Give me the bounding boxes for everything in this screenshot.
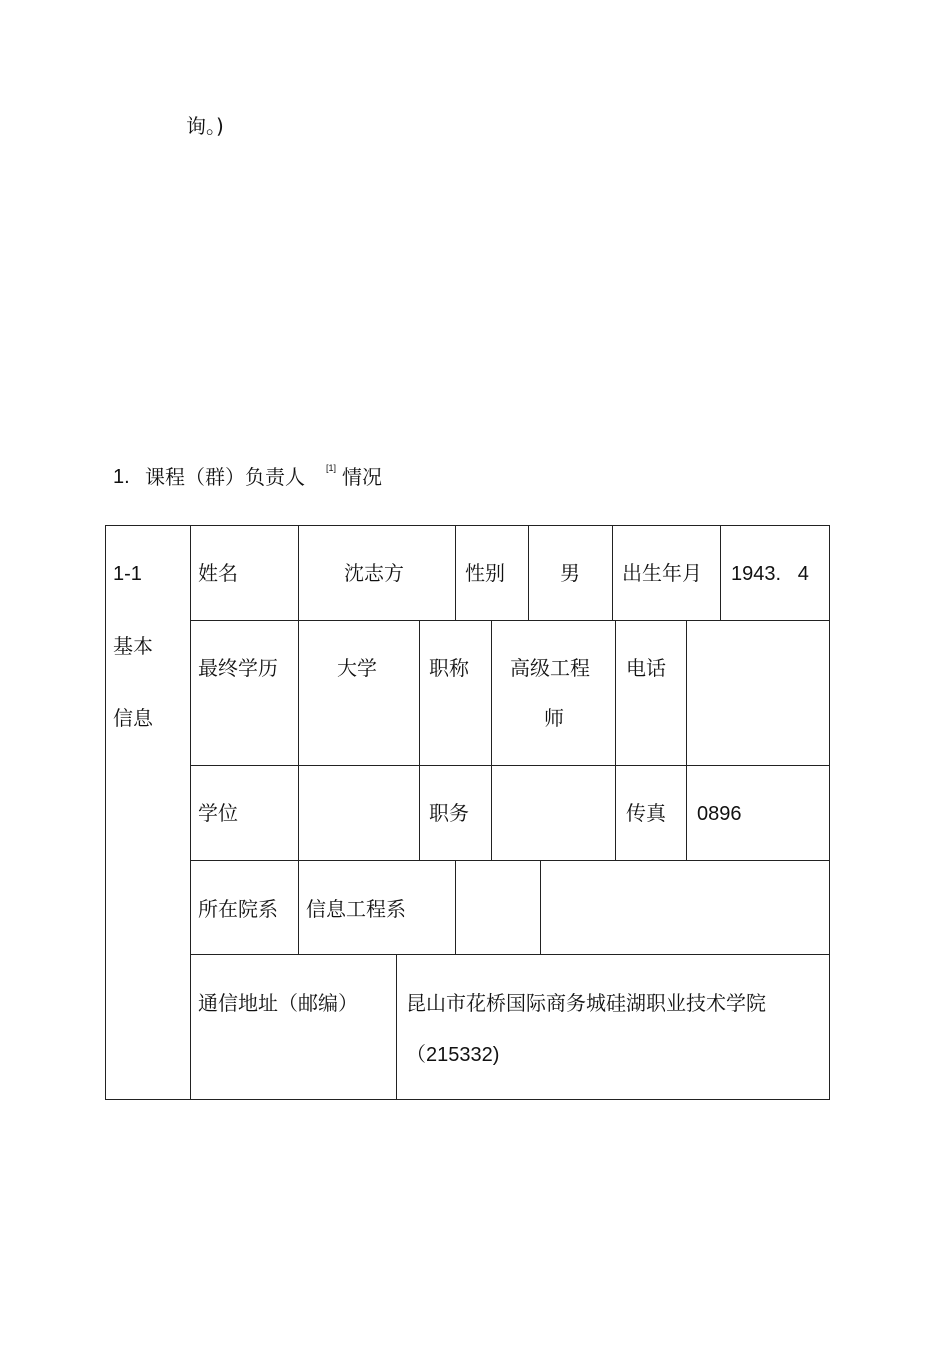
name-label: 姓名 xyxy=(198,561,238,585)
gender-value: 男 xyxy=(560,561,580,585)
education-label: 最终学历 xyxy=(198,656,278,680)
phone-label: 电话 xyxy=(626,656,666,680)
position-label: 职务 xyxy=(429,801,469,825)
birth-value: 1943. 4 xyxy=(731,563,809,585)
row-divider xyxy=(190,765,830,766)
cell-divider xyxy=(396,954,397,1100)
cell-divider xyxy=(419,620,420,860)
footnote-mark: [1] xyxy=(326,463,337,473)
cell-divider xyxy=(298,860,299,954)
address-line1: 昆山市花桥国际商务城硅湖职业技术学院 xyxy=(406,991,766,1015)
cell-divider xyxy=(298,620,299,860)
dept-label: 所在院系 xyxy=(198,897,278,921)
section-title-suffix: 情况 xyxy=(342,465,382,489)
title-label: 职称 xyxy=(429,656,469,680)
address-line2: （215332) xyxy=(406,1044,500,1066)
name-value: 沈志方 xyxy=(344,561,404,585)
table-border-left xyxy=(105,525,106,1100)
cell-divider xyxy=(298,525,299,620)
table-border-right xyxy=(829,525,830,1100)
table-border-bottom xyxy=(105,1099,830,1100)
section-code: 1-1 xyxy=(113,563,142,585)
degree-label: 学位 xyxy=(198,801,238,825)
cell-divider xyxy=(686,620,687,860)
cell-divider xyxy=(491,620,492,860)
education-value: 大学 xyxy=(337,656,377,680)
fax-label: 传真 xyxy=(626,801,666,825)
section-number: 1. xyxy=(113,466,130,488)
cell-divider xyxy=(455,860,456,954)
section-title: 课程（群）负责人 xyxy=(145,465,305,489)
cell-divider xyxy=(612,525,613,620)
cell-divider xyxy=(540,860,541,954)
intro-text: 询。) xyxy=(186,114,224,138)
cell-divider xyxy=(455,525,456,620)
title-value-line2: 师 xyxy=(544,706,564,730)
cell-divider xyxy=(528,525,529,620)
address-label: 通信地址（邮编） xyxy=(198,991,358,1015)
title-value-line1: 高级工程 xyxy=(510,656,590,680)
table-border-top xyxy=(105,525,830,526)
fax-value: 0896 xyxy=(697,803,742,825)
birth-label: 出生年月 xyxy=(622,561,702,585)
section-label-line2: 信息 xyxy=(113,706,153,730)
label-column-divider xyxy=(190,525,191,1100)
row-divider xyxy=(190,620,830,621)
cell-divider xyxy=(720,525,721,620)
cell-divider xyxy=(615,620,616,860)
gender-label: 性别 xyxy=(465,561,505,585)
row-divider xyxy=(190,954,830,955)
row-divider xyxy=(190,860,830,861)
section-label-line1: 基本 xyxy=(113,634,153,658)
dept-value: 信息工程系 xyxy=(306,897,406,921)
